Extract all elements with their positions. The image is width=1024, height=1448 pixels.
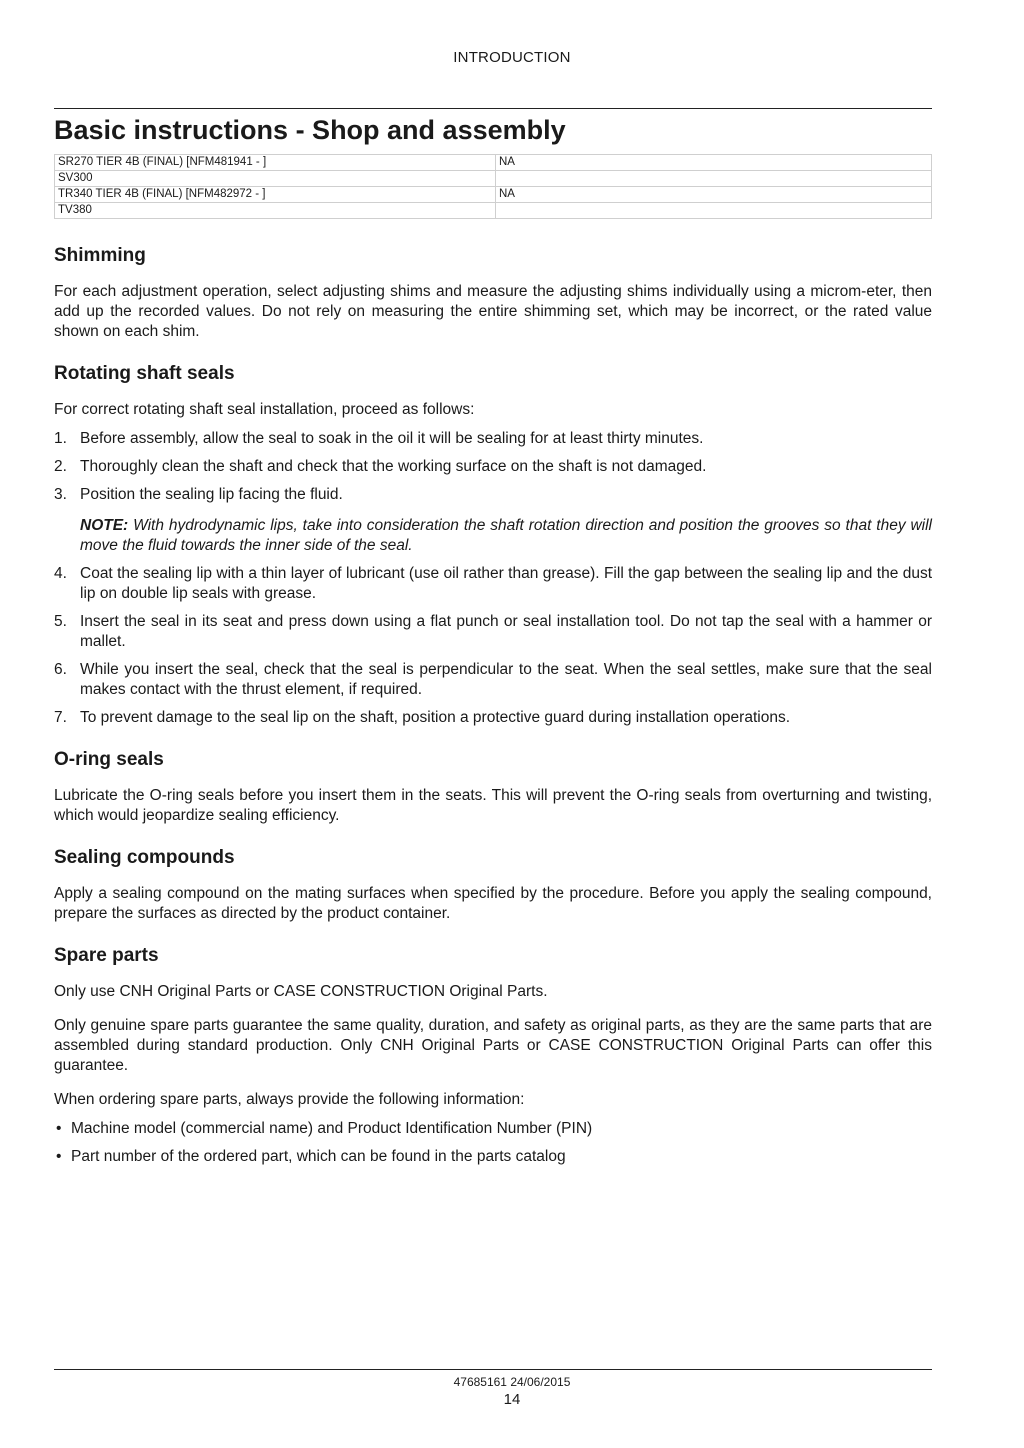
step-text: Position the sealing lip facing the fluid. bbox=[80, 486, 343, 503]
section-shimming bbox=[54, 244, 932, 342]
list-item bbox=[54, 564, 932, 604]
paragraph: When ordering spare parts, always provide the following information: bbox=[54, 1091, 525, 1108]
step-text: Coat the sealing lip with a thin layer of lubricant (use oil rather than grease). Fill the gap between the sealing lip and the dust lip on double lip seals with grease. bbox=[80, 565, 932, 602]
step-text: While you insert the seal, check that the seal is perpendicular to the seat. When the seal settles, make sure that the seal makes contact with the thrust element, if required. bbox=[80, 661, 932, 698]
step-text: Insert the seal in its seat and press down using a flat punch or seal installation tool. Do not tap the seal with a hammer or mallet. bbox=[80, 613, 932, 650]
step-list bbox=[54, 429, 932, 728]
table-cell: SV300 bbox=[55, 171, 496, 187]
step-number: 7. bbox=[54, 709, 67, 726]
header-rule bbox=[54, 108, 932, 109]
step-number: 6. bbox=[54, 661, 67, 678]
page-content bbox=[54, 113, 932, 1175]
paragraph: Only genuine spare parts guarantee the same quality, duration, and safety as original parts, as they are the same parts that are assembled during standard production. Only CNH Original Parts or CASE CONSTRUCTION Original Parts can offer this guarantee. bbox=[54, 1017, 932, 1074]
bullet-icon: • bbox=[56, 1120, 62, 1137]
paragraph: Lubricate the O-ring seals before you insert them in the seats. This will prevent the O-ring seals from overturning and twisting, which would jeopardize sealing efficiency. bbox=[54, 787, 932, 824]
table-cell: SR270 TIER 4B (FINAL) [NFM481941 - ] bbox=[55, 155, 496, 171]
table-cell: NA bbox=[496, 187, 932, 203]
table-row bbox=[55, 155, 932, 171]
table-cell bbox=[496, 203, 932, 219]
bullet-icon: • bbox=[56, 1148, 62, 1165]
document-code: 47685161 24/06/2015 bbox=[453, 1375, 571, 1389]
section-o-ring-seals bbox=[54, 748, 932, 826]
paragraph: For each adjustment operation, select adjusting shims and measure the adjusting shims individually using a microm-eter, then add up the recorded values. Do not rely on measuring the entire shimming set, which may be incorrect, or the rated value shown on each shim. bbox=[54, 283, 932, 340]
section-rotating-shaft-seals bbox=[54, 362, 932, 728]
paragraph: For correct rotating shaft seal installation, proceed as follows: bbox=[54, 401, 475, 418]
table-cell: NA bbox=[496, 155, 932, 171]
bullet-text: Machine model (commercial name) and Product Identification Number (PIN) bbox=[71, 1120, 593, 1137]
table-row bbox=[55, 203, 932, 219]
section-heading: Spare parts bbox=[54, 945, 159, 966]
table-row bbox=[55, 187, 932, 203]
running-header: INTRODUCTION bbox=[453, 49, 571, 66]
table-row bbox=[55, 171, 932, 187]
note bbox=[80, 516, 932, 556]
paragraph: Only use CNH Original Parts or CASE CONSTRUCTION Original Parts. bbox=[54, 983, 548, 1000]
list-item bbox=[54, 485, 932, 556]
list-item bbox=[54, 660, 932, 700]
list-item bbox=[54, 612, 932, 652]
step-text: Thoroughly clean the shaft and check that the working surface on the shaft is not damaged. bbox=[80, 458, 707, 475]
table-cell: TV380 bbox=[55, 203, 496, 219]
note-label: NOTE: bbox=[80, 517, 129, 534]
step-text: To prevent damage to the seal lip on the shaft, position a protective guard during installation operations. bbox=[80, 709, 791, 726]
model-applicability-table bbox=[54, 154, 932, 219]
table-cell: TR340 TIER 4B (FINAL) [NFM482972 - ] bbox=[55, 187, 496, 203]
list-item bbox=[54, 1147, 932, 1167]
step-text: Before assembly, allow the seal to soak in the oil it will be sealing for at least thirty minutes. bbox=[80, 430, 704, 447]
step-number: 5. bbox=[54, 613, 67, 630]
section-heading: Shimming bbox=[54, 245, 146, 266]
list-item bbox=[54, 429, 932, 449]
table-cell bbox=[496, 171, 932, 187]
page-number: 14 bbox=[503, 1391, 521, 1408]
bullet-list bbox=[54, 1119, 932, 1167]
step-number: 2. bbox=[54, 458, 67, 475]
section-heading: Rotating shaft seals bbox=[54, 363, 235, 384]
step-number: 4. bbox=[54, 565, 67, 582]
section-heading: Sealing compounds bbox=[54, 847, 235, 868]
list-item bbox=[54, 457, 932, 477]
section-spare-parts bbox=[54, 944, 932, 1167]
list-item bbox=[54, 708, 932, 728]
paragraph: Apply a sealing compound on the mating surfaces when specified by the procedure. Before you apply the sealing compound, prepare the surfaces as directed by the product container. bbox=[54, 885, 932, 922]
step-number: 3. bbox=[54, 486, 67, 503]
section-sealing-compounds bbox=[54, 846, 932, 924]
section-heading: O-ring seals bbox=[54, 749, 164, 770]
page-title: Basic instructions - Shop and assembly bbox=[54, 115, 566, 145]
bullet-text: Part number of the ordered part, which can be found in the parts catalog bbox=[71, 1148, 566, 1165]
note-text: With hydrodynamic lips, take into consideration the shaft rotation direction and position the grooves so that they will move the fluid towards the inner side of the seal. bbox=[80, 517, 932, 554]
step-number: 1. bbox=[54, 430, 67, 447]
footer-rule bbox=[54, 1369, 932, 1370]
list-item bbox=[54, 1119, 932, 1139]
